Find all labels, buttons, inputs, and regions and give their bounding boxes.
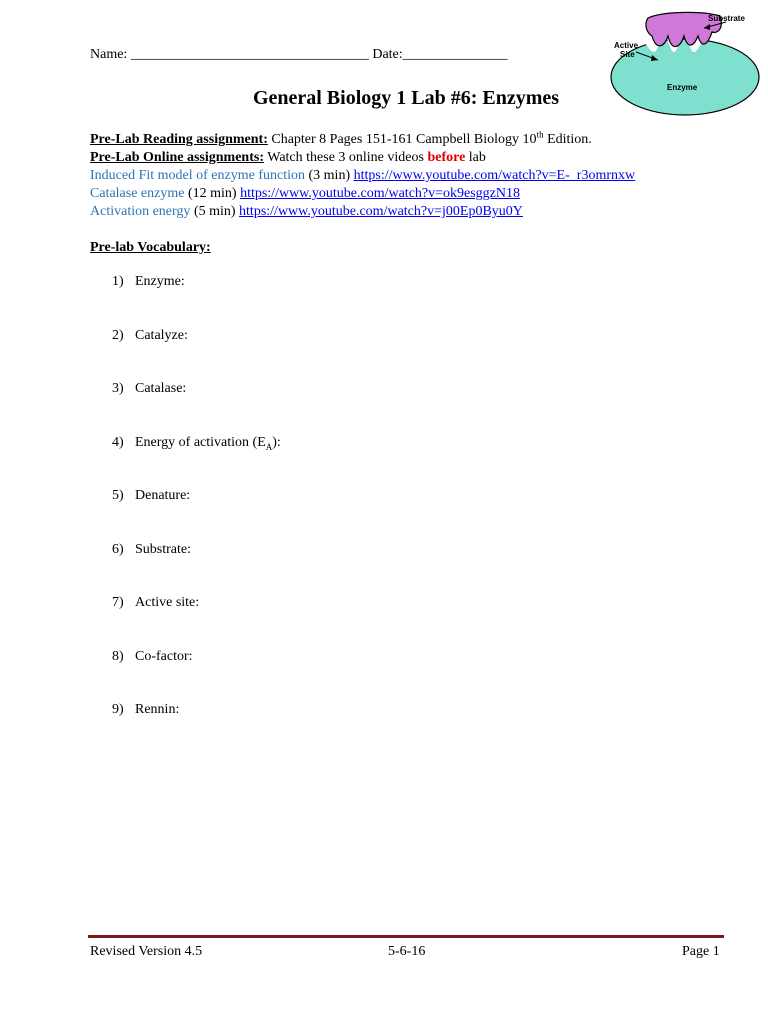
video-duration: (12 min) xyxy=(184,186,241,201)
date-blank[interactable]: _______________ xyxy=(402,47,508,62)
footer-rule xyxy=(88,935,724,938)
reading-label: Pre-Lab Reading assignment: xyxy=(90,132,268,147)
online-label: Pre-Lab Online assignments: xyxy=(90,150,264,165)
list-item xyxy=(112,648,281,702)
list-item xyxy=(112,594,281,648)
video-row xyxy=(90,185,520,202)
list-item xyxy=(112,701,281,755)
name-label: Name: xyxy=(90,47,131,62)
item-number: 5) xyxy=(112,488,124,503)
name-blank[interactable]: __________________________________ xyxy=(130,47,369,62)
video-row xyxy=(90,203,523,220)
video-link[interactable]: https://www.youtube.com/watch?v=ok9esggzN18 xyxy=(240,186,521,201)
item-term-subscript: A xyxy=(265,441,273,452)
online-text-a: Watch these 3 online videos xyxy=(263,150,428,165)
item-number: 2) xyxy=(112,327,124,343)
video-link[interactable]: https://www.youtube.com/watch?v=E-_r3omrnxw xyxy=(353,168,636,183)
video-duration: (3 min) xyxy=(305,168,354,183)
item-term: Denature: xyxy=(135,488,191,503)
prelab-online xyxy=(90,149,486,166)
list-item xyxy=(112,541,281,595)
item-term-end: ): xyxy=(272,434,281,450)
enzyme-label: Enzyme xyxy=(667,83,698,92)
item-term: Co-factor: xyxy=(135,648,193,664)
active-site-label-2: Site xyxy=(620,50,635,59)
reading-text-a: Chapter 8 Pages 151-161 Campbell Biology 10 xyxy=(267,132,537,147)
item-term: Energy of activation (E xyxy=(135,434,266,450)
item-term: Catalyze: xyxy=(135,327,188,343)
active-site-label-1: Active xyxy=(614,41,639,50)
video-title: Catalase enzyme xyxy=(90,186,185,201)
item-number: 9) xyxy=(112,702,124,717)
online-before: before xyxy=(427,150,466,165)
item-number: 3) xyxy=(112,381,124,396)
item-term: Catalase: xyxy=(135,381,187,396)
reading-sup: th xyxy=(536,129,544,140)
vocab-list xyxy=(112,273,281,755)
reading-text-b: Edition. xyxy=(543,132,592,147)
date-label: Date: xyxy=(368,47,403,62)
list-item xyxy=(112,327,281,381)
item-number: 7) xyxy=(112,595,124,610)
item-term: Active site: xyxy=(135,595,200,610)
name-date-line xyxy=(90,46,550,63)
video-link[interactable]: https://www.youtube.com/watch?v=j00Ep0Byu0Y xyxy=(239,204,523,219)
video-row xyxy=(90,167,635,184)
substrate-label: Substrate xyxy=(708,14,745,23)
item-number: 6) xyxy=(112,541,124,557)
online-text-b: lab xyxy=(465,150,486,165)
footer-date: 5-6-16 xyxy=(388,944,426,959)
list-item xyxy=(112,273,281,327)
footer-version: Revised Version 4.5 xyxy=(90,944,203,959)
item-term: Enzyme: xyxy=(135,274,185,289)
list-item xyxy=(112,434,281,488)
video-title: Activation energy xyxy=(90,204,191,219)
list-item xyxy=(112,380,281,434)
item-term: Rennin: xyxy=(135,702,180,717)
item-number: 4) xyxy=(112,434,124,450)
video-title: Induced Fit model of enzyme function xyxy=(90,168,305,183)
video-duration: (5 min) xyxy=(190,204,240,219)
item-number: 8) xyxy=(112,648,124,664)
item-term: Substrate: xyxy=(135,541,191,557)
prelab-reading xyxy=(90,131,592,148)
footer-page: Page 1 xyxy=(682,944,720,959)
page-title: General Biology 1 Lab #6: Enzymes xyxy=(252,87,560,109)
list-item xyxy=(112,487,281,541)
item-number: 1) xyxy=(112,274,124,289)
vocab-heading: Pre-lab Vocabulary: xyxy=(90,240,211,255)
